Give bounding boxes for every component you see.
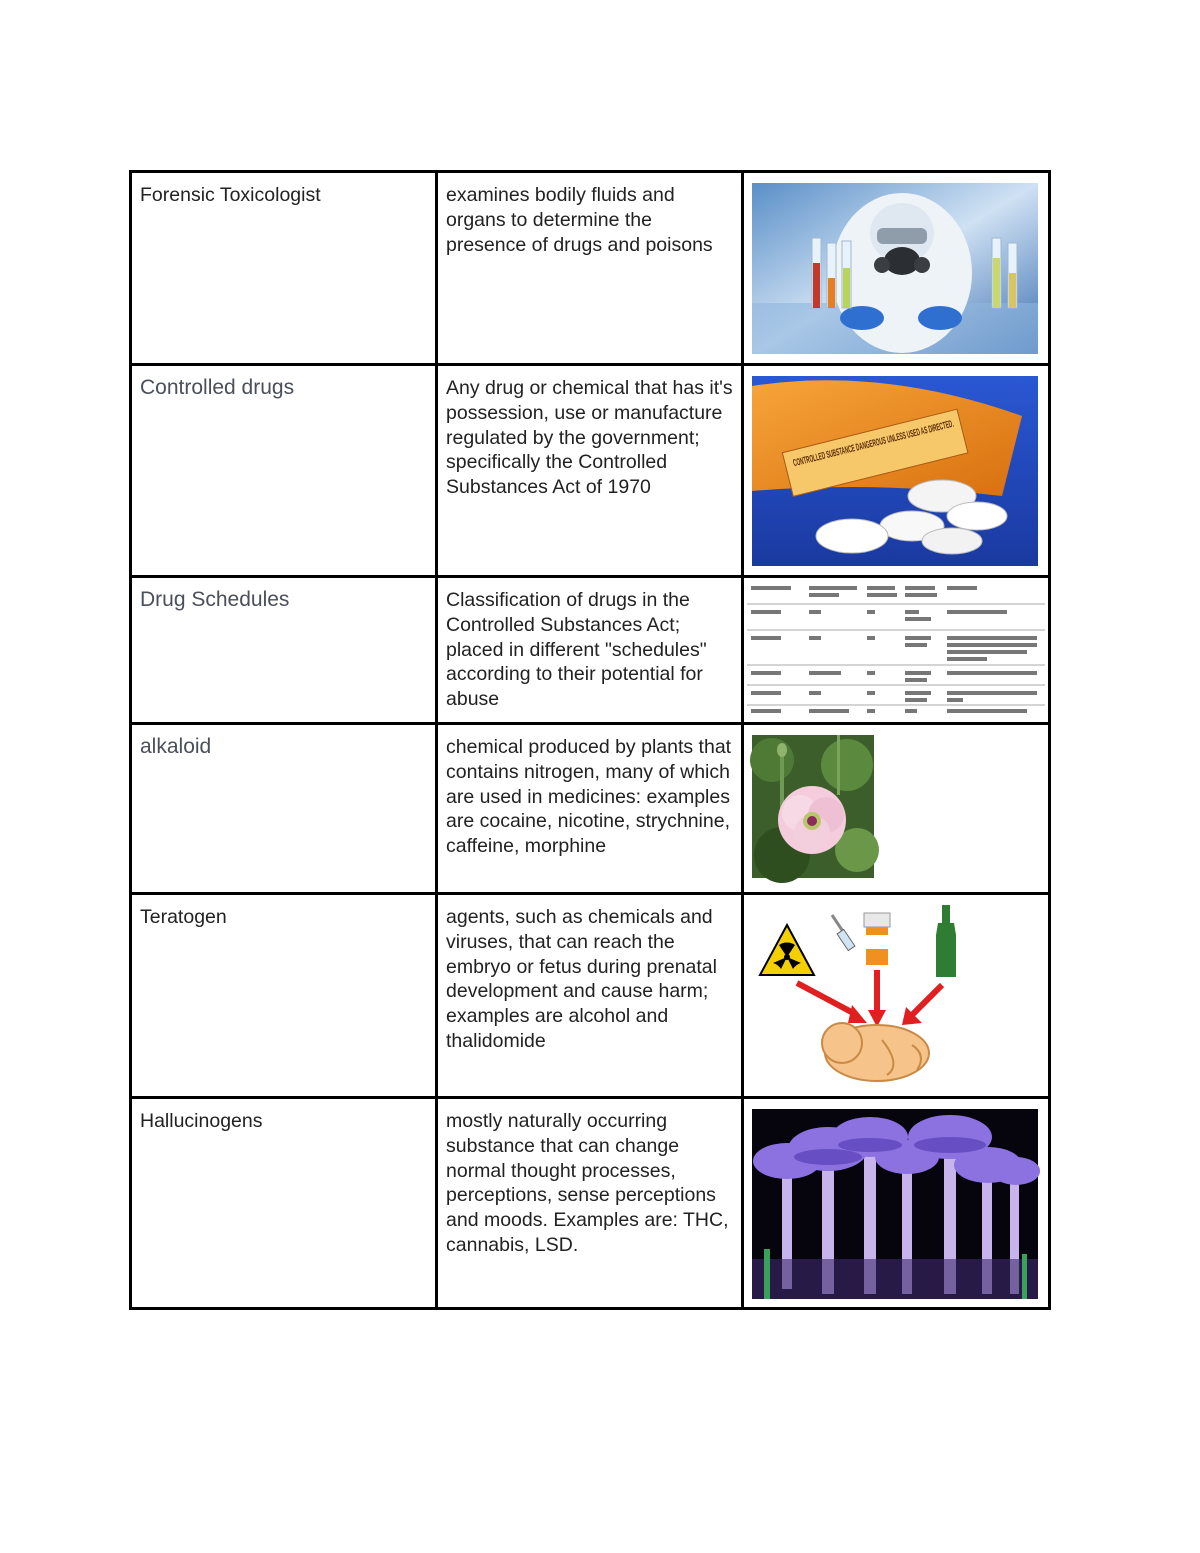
term-cell: Controlled drugs xyxy=(131,365,437,577)
forensic-scientist-photo xyxy=(752,183,1040,354)
image-cell xyxy=(743,894,1050,1098)
image-cell xyxy=(743,577,1050,724)
term-cell: Drug Schedules xyxy=(131,577,437,724)
image-cell xyxy=(743,172,1050,365)
mushrooms-photo xyxy=(752,1109,1040,1299)
pill-bottle-photo xyxy=(752,376,1040,566)
definition-cell: mostly naturally occurring substance that can change normal thought processes, perceptions, sense perceptions and moods. Examples are: THC, cannabis, LSD. xyxy=(437,1098,743,1309)
image-cell xyxy=(743,724,1050,894)
term-cell: Teratogen xyxy=(131,894,437,1098)
definition-cell: chemical produced by plants that contains nitrogen, many of which are used in medicines: examples are cocaine, nicotine, strychnine, caffeine, morphine xyxy=(437,724,743,894)
table-row xyxy=(131,1098,1050,1309)
poppy-flower-photo xyxy=(752,735,1040,878)
vocabulary-table xyxy=(129,170,1051,1310)
definition-cell: Any drug or chemical that has it's possession, use or manufacture regulated by the government; specifically the Controlled Substances Act of 1970 xyxy=(437,365,743,577)
image-cell xyxy=(743,365,1050,577)
table-row xyxy=(131,724,1050,894)
term-cell: alkaloid xyxy=(131,724,437,894)
table-row xyxy=(131,894,1050,1098)
table-row xyxy=(131,172,1050,365)
term-cell: Hallucinogens xyxy=(131,1098,437,1309)
table-row xyxy=(131,365,1050,577)
definition-cell: agents, such as chemicals and viruses, that can reach the embryo or fetus during prenatal development and cause harm; examples are alcohol and thalidomide xyxy=(437,894,743,1098)
image-cell xyxy=(743,1098,1050,1309)
term-cell: Forensic Toxicologist xyxy=(131,172,437,365)
teratogen-illustration xyxy=(752,905,1040,1090)
definition-cell: examines bodily fluids and organs to determine the presence of drugs and poisons xyxy=(437,172,743,365)
definition-cell: Classification of drugs in the Controlled Substances Act; placed in different "schedules" according to their potential for abuse xyxy=(437,577,743,724)
table-row xyxy=(131,577,1050,724)
drug-schedule-table-image xyxy=(747,580,1045,720)
